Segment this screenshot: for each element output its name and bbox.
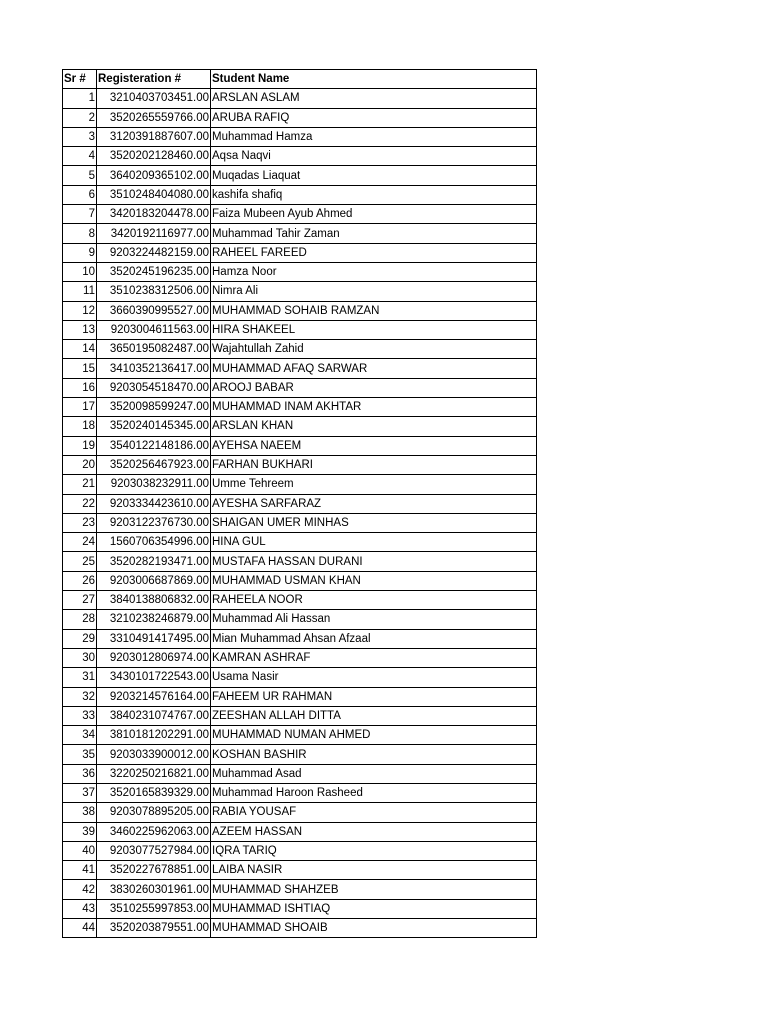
registration-cell: 3840231074767.00 — [97, 706, 211, 725]
sr-cell: 42 — [63, 880, 97, 899]
student-name-cell: IQRA TARIQ — [211, 841, 537, 860]
sr-cell: 30 — [63, 648, 97, 667]
student-name-cell: Muhammad Hamza — [211, 127, 537, 146]
student-name-cell: SHAIGAN UMER MINHAS — [211, 513, 537, 532]
student-name-cell: FAHEEM UR RAHMAN — [211, 687, 537, 706]
table-row — [63, 513, 537, 532]
student-name-cell: ZEESHAN ALLAH DITTA — [211, 706, 537, 725]
table-row — [63, 108, 537, 127]
registration-cell: 3310491417495.00 — [97, 629, 211, 648]
header-student-name: Student Name — [211, 70, 537, 89]
registration-cell: 3520265559766.00 — [97, 108, 211, 127]
registration-cell: 3420183204478.00 — [97, 205, 211, 224]
sr-cell: 18 — [63, 417, 97, 436]
table-row — [63, 127, 537, 146]
student-name-cell: MUHAMMAD ISHTIAQ — [211, 899, 537, 918]
sr-cell: 5 — [63, 166, 97, 185]
sr-cell: 11 — [63, 282, 97, 301]
table-row — [63, 745, 537, 764]
sr-cell: 36 — [63, 764, 97, 783]
sr-cell: 43 — [63, 899, 97, 918]
student-name-cell: Muhammad Haroon Rasheed — [211, 783, 537, 802]
sr-cell: 35 — [63, 745, 97, 764]
registration-cell: 3540122148186.00 — [97, 436, 211, 455]
registration-cell: 3520240145345.00 — [97, 417, 211, 436]
table-row — [63, 359, 537, 378]
table-row — [63, 243, 537, 262]
sr-cell: 1 — [63, 89, 97, 108]
registration-cell: 3520165839329.00 — [97, 783, 211, 802]
table-row — [63, 610, 537, 629]
sr-cell: 13 — [63, 320, 97, 339]
student-name-cell: Muqadas Liaquat — [211, 166, 537, 185]
registration-cell: 3520203879551.00 — [97, 919, 211, 938]
registration-cell: 9203006687869.00 — [97, 571, 211, 590]
registration-cell: 3830260301961.00 — [97, 880, 211, 899]
table-row — [63, 533, 537, 552]
sr-cell: 38 — [63, 803, 97, 822]
registration-cell: 3520282193471.00 — [97, 552, 211, 571]
student-name-cell: Nimra Ali — [211, 282, 537, 301]
sr-cell: 12 — [63, 301, 97, 320]
student-name-cell: ARUBA RAFIQ — [211, 108, 537, 127]
registration-cell: 9203004611563.00 — [97, 320, 211, 339]
student-name-cell: HINA GUL — [211, 533, 537, 552]
student-name-cell: kashifa shafiq — [211, 185, 537, 204]
header-row — [63, 70, 537, 89]
table-row — [63, 764, 537, 783]
registration-cell: 3840138806832.00 — [97, 591, 211, 610]
student-name-cell: MUHAMMAD SHAHZEB — [211, 880, 537, 899]
student-name-cell: RAHEELA NOOR — [211, 591, 537, 610]
table-row — [63, 552, 537, 571]
registration-cell: 3410352136417.00 — [97, 359, 211, 378]
table-row — [63, 475, 537, 494]
registration-cell: 9203033900012.00 — [97, 745, 211, 764]
registration-cell: 3810181202291.00 — [97, 726, 211, 745]
sr-cell: 4 — [63, 147, 97, 166]
student-name-cell: ARSLAN ASLAM — [211, 89, 537, 108]
sr-cell: 34 — [63, 726, 97, 745]
registration-cell: 9203054518470.00 — [97, 378, 211, 397]
registration-cell: 3460225962063.00 — [97, 822, 211, 841]
sr-cell: 25 — [63, 552, 97, 571]
table-row — [63, 571, 537, 590]
student-name-cell: RABIA YOUSAF — [211, 803, 537, 822]
table-row — [63, 147, 537, 166]
student-name-cell: LAIBA NASIR — [211, 861, 537, 880]
table-row — [63, 803, 537, 822]
student-name-cell: Muhammad Tahir Zaman — [211, 224, 537, 243]
registration-cell: 3120391887607.00 — [97, 127, 211, 146]
student-name-cell: KOSHAN BASHIR — [211, 745, 537, 764]
table-row — [63, 899, 537, 918]
student-name-cell: Faiza Mubeen Ayub Ahmed — [211, 205, 537, 224]
header-registration: Registeration # — [97, 70, 211, 89]
student-name-cell: Wajahtullah Zahid — [211, 340, 537, 359]
table-row — [63, 687, 537, 706]
sr-cell: 26 — [63, 571, 97, 590]
table-row — [63, 417, 537, 436]
sr-cell: 44 — [63, 919, 97, 938]
table-row — [63, 880, 537, 899]
table-row — [63, 455, 537, 474]
table-row — [63, 398, 537, 417]
sr-cell: 7 — [63, 205, 97, 224]
student-name-cell: Muhammad Asad — [211, 764, 537, 783]
table-row — [63, 841, 537, 860]
registration-cell: 3520256467923.00 — [97, 455, 211, 474]
sr-cell: 27 — [63, 591, 97, 610]
student-name-cell: HIRA SHAKEEL — [211, 320, 537, 339]
sr-cell: 9 — [63, 243, 97, 262]
table-row — [63, 320, 537, 339]
table-body — [63, 89, 537, 938]
table-row — [63, 726, 537, 745]
registration-cell: 9203078895205.00 — [97, 803, 211, 822]
sr-cell: 33 — [63, 706, 97, 725]
registration-cell: 3520227678851.00 — [97, 861, 211, 880]
sr-cell: 32 — [63, 687, 97, 706]
sr-cell: 41 — [63, 861, 97, 880]
registration-cell: 3520202128460.00 — [97, 147, 211, 166]
student-name-cell: MUHAMMAD USMAN KHAN — [211, 571, 537, 590]
registration-cell: 9203224482159.00 — [97, 243, 211, 262]
registration-cell: 3510255997853.00 — [97, 899, 211, 918]
table-row — [63, 89, 537, 108]
sr-cell: 3 — [63, 127, 97, 146]
table-row — [63, 262, 537, 281]
sr-cell: 8 — [63, 224, 97, 243]
student-name-cell: Hamza Noor — [211, 262, 537, 281]
table-row — [63, 494, 537, 513]
student-name-cell: MUHAMMAD INAM AKHTAR — [211, 398, 537, 417]
sr-cell: 6 — [63, 185, 97, 204]
table-row — [63, 378, 537, 397]
student-name-cell: KAMRAN ASHRAF — [211, 648, 537, 667]
registration-cell: 3210238246879.00 — [97, 610, 211, 629]
student-name-cell: AZEEM HASSAN — [211, 822, 537, 841]
table-row — [63, 706, 537, 725]
table-row — [63, 185, 537, 204]
registration-cell: 3650195082487.00 — [97, 340, 211, 359]
sr-cell: 37 — [63, 783, 97, 802]
student-name-cell: ARSLAN KHAN — [211, 417, 537, 436]
registration-cell: 3520098599247.00 — [97, 398, 211, 417]
table-row — [63, 629, 537, 648]
sr-cell: 20 — [63, 455, 97, 474]
registration-cell: 3420192116977.00 — [97, 224, 211, 243]
header-sr: Sr # — [63, 70, 97, 89]
student-name-cell: MUSTAFA HASSAN DURANI — [211, 552, 537, 571]
table-row — [63, 340, 537, 359]
sr-cell: 40 — [63, 841, 97, 860]
registration-cell: 9203012806974.00 — [97, 648, 211, 667]
registration-cell: 9203214576164.00 — [97, 687, 211, 706]
registration-cell: 9203077527984.00 — [97, 841, 211, 860]
table-row — [63, 436, 537, 455]
sr-cell: 19 — [63, 436, 97, 455]
student-name-cell: Umme Tehreem — [211, 475, 537, 494]
student-name-cell: RAHEEL FAREED — [211, 243, 537, 262]
sr-cell: 39 — [63, 822, 97, 841]
sr-cell: 23 — [63, 513, 97, 532]
table-row — [63, 822, 537, 841]
student-name-cell: Mian Muhammad Ahsan Afzaal — [211, 629, 537, 648]
registration-cell: 3660390995527.00 — [97, 301, 211, 320]
registration-cell: 9203122376730.00 — [97, 513, 211, 532]
table-row — [63, 648, 537, 667]
student-table — [62, 69, 537, 938]
sr-cell: 15 — [63, 359, 97, 378]
student-name-cell: Usama Nasir — [211, 668, 537, 687]
sr-cell: 10 — [63, 262, 97, 281]
sr-cell: 14 — [63, 340, 97, 359]
table-row — [63, 205, 537, 224]
sr-cell: 31 — [63, 668, 97, 687]
sr-cell: 16 — [63, 378, 97, 397]
registration-cell: 3640209365102.00 — [97, 166, 211, 185]
table-row — [63, 282, 537, 301]
sr-cell: 28 — [63, 610, 97, 629]
registration-cell: 1560706354996.00 — [97, 533, 211, 552]
sr-cell: 22 — [63, 494, 97, 513]
student-name-cell: MUHAMMAD SOHAIB RAMZAN — [211, 301, 537, 320]
registration-cell: 3210403703451.00 — [97, 89, 211, 108]
student-name-cell: Aqsa Naqvi — [211, 147, 537, 166]
sr-cell: 2 — [63, 108, 97, 127]
registration-cell: 3510238312506.00 — [97, 282, 211, 301]
sr-cell: 21 — [63, 475, 97, 494]
table-row — [63, 783, 537, 802]
student-name-cell: AYESHA SARFARAZ — [211, 494, 537, 513]
student-name-cell: MUHAMMAD NUMAN AHMED — [211, 726, 537, 745]
table-row — [63, 919, 537, 938]
table-row — [63, 668, 537, 687]
registration-cell: 3220250216821.00 — [97, 764, 211, 783]
student-name-cell: FARHAN BUKHARI — [211, 455, 537, 474]
table-row — [63, 861, 537, 880]
student-name-cell: MUHAMMAD AFAQ SARWAR — [211, 359, 537, 378]
sr-cell: 24 — [63, 533, 97, 552]
table-row — [63, 591, 537, 610]
table-row — [63, 224, 537, 243]
sr-cell: 17 — [63, 398, 97, 417]
student-name-cell: AYEHSA NAEEM — [211, 436, 537, 455]
student-name-cell: Muhammad Ali Hassan — [211, 610, 537, 629]
registration-cell: 9203334423610.00 — [97, 494, 211, 513]
sr-cell: 29 — [63, 629, 97, 648]
table-row — [63, 301, 537, 320]
registration-cell: 3430101722543.00 — [97, 668, 211, 687]
registration-cell: 9203038232911.00 — [97, 475, 211, 494]
registration-cell: 3510248404080.00 — [97, 185, 211, 204]
table-row — [63, 166, 537, 185]
student-name-cell: AROOJ BABAR — [211, 378, 537, 397]
registration-cell: 3520245196235.00 — [97, 262, 211, 281]
student-name-cell: MUHAMMAD SHOAIB — [211, 919, 537, 938]
